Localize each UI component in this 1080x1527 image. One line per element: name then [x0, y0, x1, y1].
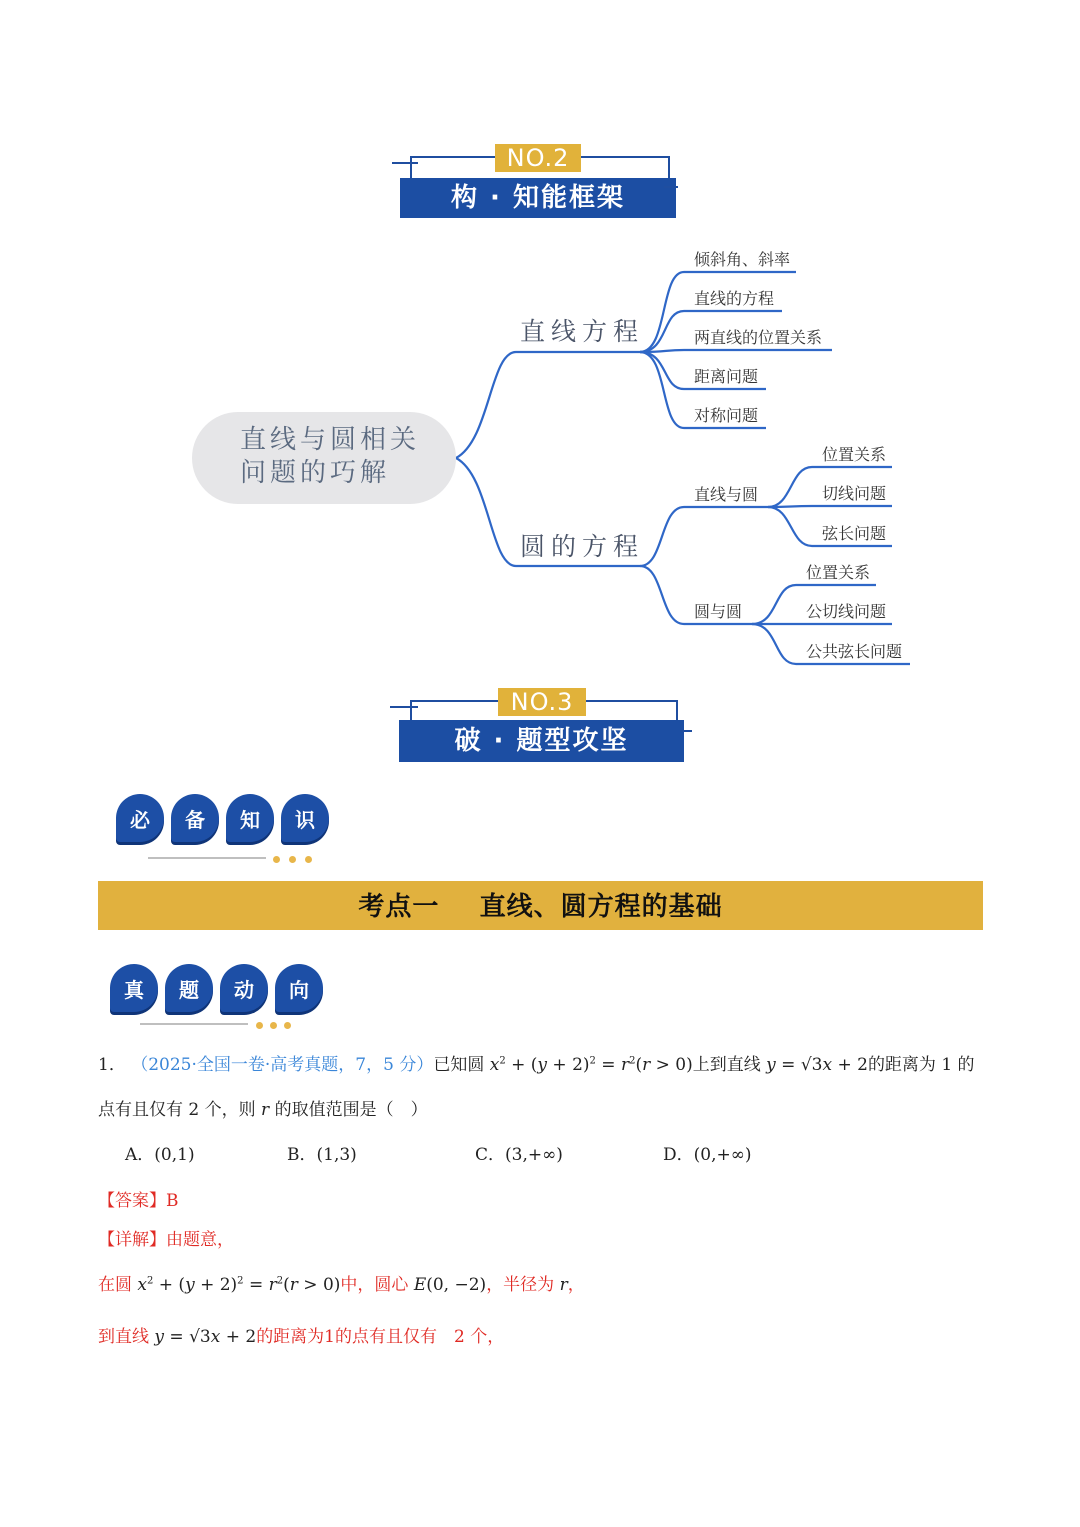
mindmap-leaf: 位置关系: [806, 563, 871, 582]
mindmap-sub-circle-circle: 圆与圆: [694, 602, 743, 621]
detail-line-2: 到直线 y = √3x + 2的距离为1的点有且仅有 2 个，: [98, 1327, 505, 1347]
detail-line-1: 在圆 $x^2 + (y + 2)^2 = r^2(r > 0)$中，圆心 E(0, −2)，半径为 r，: [98, 1275, 585, 1295]
question-line-1: 1． （2025·全国一卷·高考真题，7，5 分）已知圆 $x^2 + (y + 2)^2 = r^2(r > 0)$上到直线 y = √3x + 2的距离为 1 的: [98, 1055, 975, 1075]
mindmap-connectors: [0, 0, 1080, 700]
detail-intro: 由题意，: [166, 1230, 234, 1250]
question-stem: 已知圆: [433, 1055, 485, 1075]
question-number: 1．: [98, 1055, 126, 1075]
pill: 识: [281, 794, 329, 842]
pill: 题: [165, 964, 213, 1012]
detail-heading: [98, 1225, 234, 1250]
mindmap-leaf: 公切线问题: [806, 602, 887, 621]
mindmap-branch-circle: 圆的方程: [520, 532, 645, 561]
question-line-2: 点有且仅有 2 个，则 r 的取值范围是（ ）: [98, 1100, 428, 1120]
mindmap-branch-line: 直线方程: [520, 317, 645, 346]
mindmap-leaf: 弦长问题: [822, 524, 887, 543]
question-stem: 的距离为 1 的: [867, 1055, 975, 1075]
pill-row-essentials: [116, 794, 336, 842]
option-a[interactable]: A．(0,1): [125, 1145, 195, 1165]
mindmap-root-line1: 直线与圆相关: [240, 425, 421, 455]
mindmap-root-line2: 问题的巧解: [240, 458, 391, 488]
mindmap-leaf: 倾斜角、斜率: [694, 250, 791, 269]
dot: [284, 1022, 291, 1029]
mindmap-leaf: 直线的方程: [694, 289, 775, 308]
section-tag: NO.3: [498, 688, 586, 716]
option-c[interactable]: C．(3,+∞): [475, 1145, 563, 1165]
question-source: （2025·全国一卷·高考真题，7，5 分）: [131, 1055, 434, 1075]
mindmap-leaf: 两直线的位置关系: [694, 328, 823, 347]
topic-heading: 考点一 直线、圆方程的基础: [98, 881, 983, 930]
pill: 动: [220, 964, 268, 1012]
pill: 真: [110, 964, 158, 1012]
divider: [148, 857, 266, 859]
mindmap-leaf: 距离问题: [694, 367, 759, 386]
pill: 知: [226, 794, 274, 842]
dot: [256, 1022, 263, 1029]
dot: [273, 856, 280, 863]
mindmap-sub-line-circle: 直线与圆: [694, 485, 759, 504]
option-b[interactable]: B．(1,3): [287, 1145, 357, 1165]
answer-line: [98, 1186, 179, 1211]
dot: [270, 1022, 277, 1029]
question-stem: 上到直线: [692, 1055, 761, 1075]
mindmap-leaf: 对称问题: [694, 406, 759, 425]
mindmap-leaf: 公共弦长问题: [806, 642, 903, 661]
dot: [305, 856, 312, 863]
section-title: 破 · 题型攻坚: [399, 720, 684, 762]
mindmap-root: [192, 412, 456, 504]
pill: 向: [275, 964, 323, 1012]
answer-value: B: [166, 1191, 179, 1211]
question-stem: 的取值范围是（ ）: [274, 1100, 428, 1120]
section-tag: NO.2: [495, 144, 581, 172]
mindmap-leaf: 切线问题: [822, 484, 887, 503]
section-banner-3: [390, 686, 700, 766]
pill: 备: [171, 794, 219, 842]
answer-label: 【答案】: [98, 1191, 166, 1211]
mindmap-leaf: 位置关系: [822, 445, 887, 464]
pill-row-trends: [110, 964, 330, 1012]
section-title: 构 · 知能框架: [400, 178, 676, 218]
detail-label: 【详解】: [98, 1230, 166, 1250]
dot: [289, 856, 296, 863]
divider: [140, 1023, 248, 1025]
option-d[interactable]: D．(0,+∞): [663, 1145, 752, 1165]
question-stem: 点有且仅有 2 个，则: [98, 1100, 256, 1120]
pill: 必: [116, 794, 164, 842]
